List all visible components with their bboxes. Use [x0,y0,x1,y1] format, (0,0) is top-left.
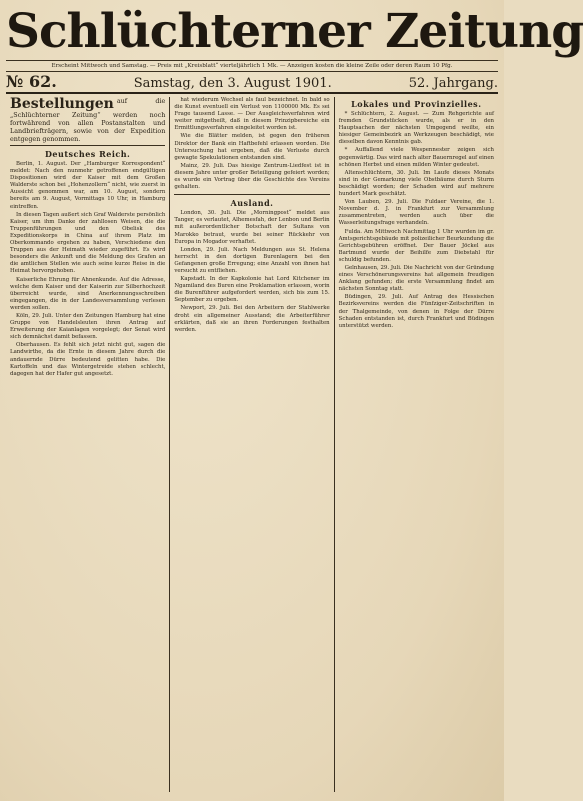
article-paragraph: Gelnhausen, 29. Juli. Die Nachricht von der Gründung eines Verschönerungsvereins hat allgemein freudigen Anklang gefunden; die erste Versammlung findet am nächsten Sonntag statt. [338,264,494,293]
article-paragraph: Fulda. Am Mittwoch Nachmittag 1 Uhr wurden im gr. Amtsgerichtsgebäude mit polizeilicher Beurkundung die Gerichtsgebühren eröffnet. Der Bauer Jöckel aus Bartmund wurde der Beihilfe zum Diebstahl für schuldig befunden. [338,228,494,263]
masthead-title: Schlüchterner Zeitung [6,4,583,59]
article-paragraph: Wie die Blätter melden, ist gegen den früheren Direktor der Bank ein Haftbefehl erlassen worden. Die Untersuchung hat ergeben, daß die Verluste durch gewagte Spekulationen entstanden sind. [174,133,330,161]
section-lokales: Lokales und Provinzielles. [351,99,482,109]
column-1 [6,97,169,792]
article-paragraph: Oberhausen. Es fehlt sich jetzt nicht gut, sagen die Landwirthe, da die Ernte in diesem Jahre durch die andauernde Dürre bedeutend gelitten habe. Die Kartoffeln und das Wintergetreide stehen schlecht, dagegen hat der Hafer gut angesetzt. [10,342,166,377]
section-divider [174,194,329,195]
subscription-notice [10,97,165,146]
article-paragraph: Von Lauben, 29. Juli. Die Fuldaer Vereine, die 1. November d. J. in Frankfurt zur Versammlung zusammentreten, werden auch über die Wasserleitungsfrage verhandeln. [338,199,494,227]
article-paragraph: Köln, 29. Juli. Unter den Zeitungen Hamburg hat eine Gruppe von Handelsleuten ihren Antrag auf Erweiterung der Kaianlagen vorgelegt; der Senat wird sich demnächst damit befassen. [10,312,166,341]
article-paragraph: * Schlüchtern, 2. August. — Zum Rehgerichte auf fremden Grundstücken wurde, als er in den Hauptsachen der nächsten Umgegend weilte, ein hiesiger Gemeinbezirk an Werkzeugen beschädigt, wie dieselben davon Kenntnis gab. [338,111,494,146]
masthead-subline: Erscheint Mittwoch und Samstag. — Preis mit „Kreisblatt“ vierteljährlich 1 Mk. — Anzeigen kosten die kleine Zeile oder deren Raum 10 Pfg. [6,60,498,72]
column-3 [334,97,498,792]
issue-date: Samstag, den 3. August 1901. [133,76,332,91]
subscription-heading: Bestellungen [10,96,114,112]
article-paragraph: Berlin, 1. August. Der „Hamburger Korrespondent“ meldet: Nach den nunmehr getroffenen endgültigen Dispositionen wird der Kaiser mit dem Großen Walderste schon bei „Hohenzollern“ nicht, wie zuerst in Aussicht genommen war, am 10. August, sondern bereits am 9. August, Vormittags 10 Uhr, in Hamburg eintreffen. [10,161,166,210]
article-paragraph: Kapstadt. In der Kapkolonie hat Lord Kitchener im Ngamiland des Buren eine Proklamation erlassen, worin die Burenführer aufgefordert werden, sich bis zum 15. September zu ergeben. [174,276,330,304]
section-deutsches-reich: Deutsches Reich. [44,149,131,159]
article-paragraph: In diesen Tagen außert sich Graf Walderste persönlich Kaiser, um ihm Danke der zahllosen Weisen, die die Truppenführungen und den Obelisk des Expeditionskorps in China auf ihrem Platz im Oberkommando ergehen zu haben, Verschiedene den Truppen aus der Heimath wieder zugeführt. Es wird besonders die Ankunft und die Meldung des Grafen an die amtlichen Stellen wie auch seine kurze Reise in die Heimat hervorgehoben. [10,211,166,275]
article-paragraph: Büdingen, 29. Juli. Auf Antrag des Hessischen Bezirksvereins werden die Fünfziger-Zeitschriften in der Thalgemeinde, von denen in Folge der Dürre Schaden entstanden ist, durch Frankfurt und Büdingen unterstützt werden. [338,294,494,329]
article-paragraph: Kaiserliche Ehrung für Ahnenkunde. Auf die Adresse, welche dem Kaiser und der Kaiserin zur Silberhochzeit überreicht wurde, sind Anerkennungsschreiben eingegangen, die in der Landesversammlung verlesen werden sollen. [10,276,166,311]
issue-bar [6,72,498,94]
article-paragraph: Newport, 29. Juli. Bei den Arbeitern der Stahlwerke droht ein allgemeiner Ausstand; die Arbeiterführer erklärten, daß sie an ihren Forderungen festhalten werden. [174,305,330,333]
article-paragraph: Altenschlüchtern, 30. Juli. Im Laufe dieses Monats sind in der Gemarkung viele Obstbäume durch Sturm beschädigt worden; der Schaden wird auf mehrere hundert Mark geschätzt. [338,169,494,198]
subscription-text: auf die „Schlüchterner Zeitung“ werden noch fortwährend von allen Postanstalten und Landbriefträgern, sowie von der Expedition entgegen genommen. [10,97,166,143]
section-ausland: Ausland. [230,198,274,209]
article-paragraph: Mainz, 29. Juli. Das hiesige Zentrum-Liedfest ist in diesem Jahre unter großer Beteiligung gefeiert worden; es wurde ein Vortrag über die Geschichte des Vereins gehalten. [174,162,330,191]
article-paragraph: * Auffallend viele Wespennester zeigen sich gegenwärtig. Das wird nach alter Bauernregel auf einen schönen Herbst und einen milden Winter gedeutet. [338,147,494,168]
article-paragraph: London, 30. Juli. Die „Morningpost“ meldet aus Tanger, es verlautet, Alhemesfah, der Lenbon und Berlin mit außerordentlicher Botschaft der Sultans von Marokko betraut, wurde bei seiner Rückkehr von Europa in Mogador verhaftet. [174,210,330,245]
article-paragraph: hat wiederum Wechsel als faul bezeichnet. In bald so die Kunst eventuell ein Verlust von 1100000 Mk. Es sei Frage tausend Lasse. — Der Ausgleichsverfahren wird weiter mitgetheilt, daß in diesem Prinzipbereiche ein Ermittlungsverfahren eingeleitet worden ist. [174,97,330,132]
article-columns [6,97,498,792]
column-2 [169,97,333,792]
article-paragraph: London, 29. Juli. Nach Meldungen aus St. Helena herrscht in den dortigen Burenlagern bei den Gefangenen große Erregung; eine Anzahl von ihnen hat versucht zu entfliehen. [174,246,330,274]
issue-volume: 52. Jahrgang. [408,76,498,91]
issue-number: № 62. [6,72,57,91]
